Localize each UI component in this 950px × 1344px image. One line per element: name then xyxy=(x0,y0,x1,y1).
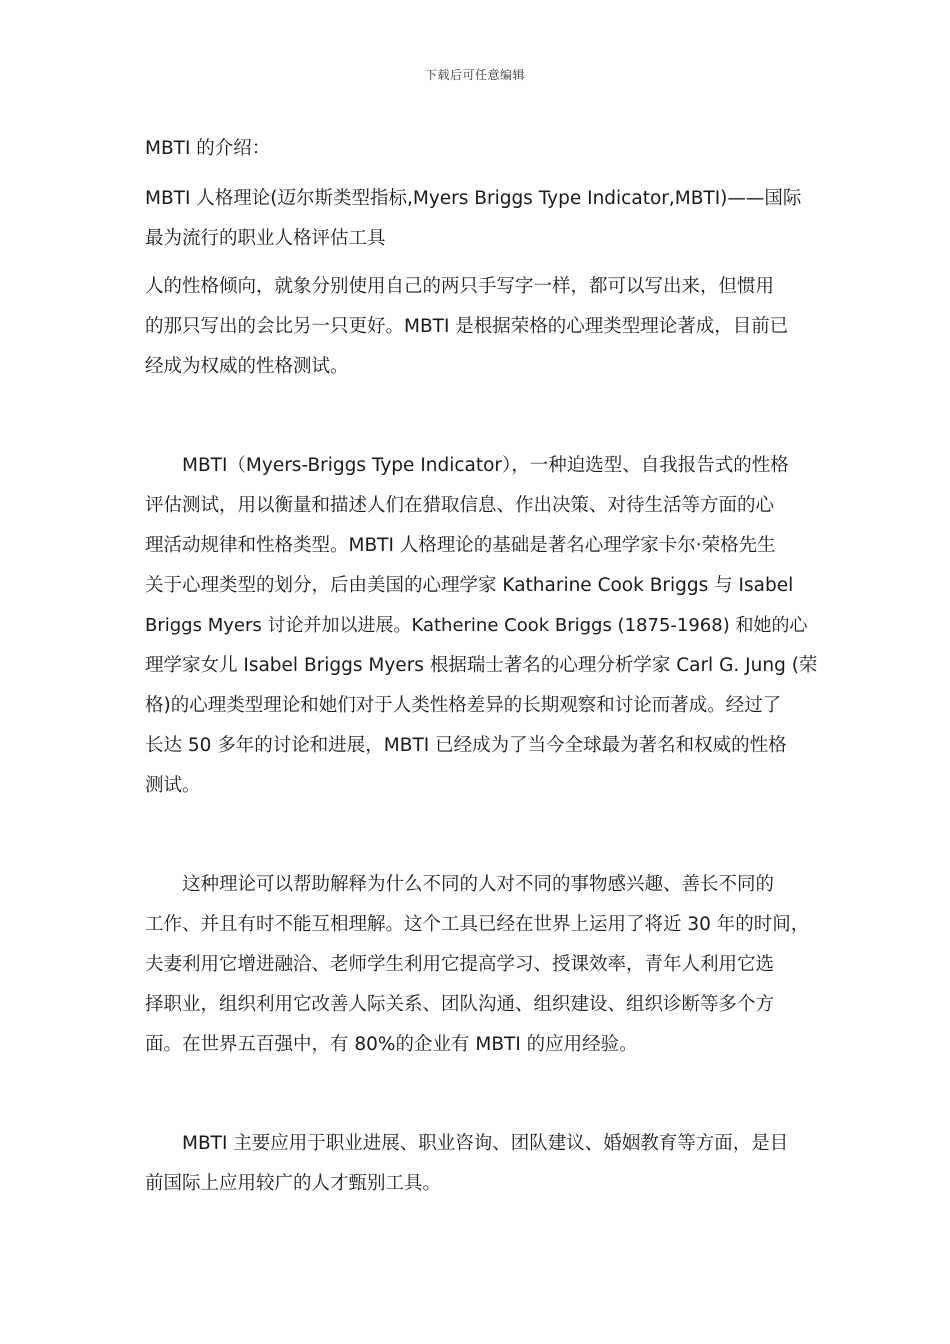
text-line: 最为流行的职业人格评估工具 xyxy=(145,228,386,249)
text-line: Briggs Myers 讨论并加以进展。Katherine Cook Briggs (1875-1968) 和她的心 xyxy=(145,615,808,636)
text-line: 长达 50 多年的讨论和进展，MBTI 已经成为了当今全球最为著名和权威的性格 xyxy=(145,735,787,756)
text-line: 经成为权威的性格测试。 xyxy=(145,356,349,377)
page-header: 下载后可任意编辑 xyxy=(424,68,525,82)
text-line: MBTI 主要应用于职业进展、职业咨询、团队建议、婚姻教育等方面，是目 xyxy=(182,1133,789,1154)
intro-heading: MBTI 的介绍： xyxy=(145,138,271,159)
text-line: MBTI 人格理论(迈尔斯类型指标,Myers Briggs Type Indicator,MBTI)——国际 xyxy=(145,188,802,209)
text-line: 工作、并且有时不能互相理解。这个工具已经在世界上运用了将近 30 年的时间， xyxy=(145,914,810,935)
text-line: 格)的心理类型理论和她们对于人类性格差异的长期观察和讨论而著成。经过了 xyxy=(145,695,782,716)
text-line: 理学家女儿 Isabel Briggs Myers 根据瑞士著名的心理分析学家 Carl G. Jung (荣 xyxy=(145,655,818,676)
text-line: 夫妻利用它增进融洽、老师学生利用它提高学习、授课效率，青年人利用它选 xyxy=(145,954,775,975)
text-line: 的那只写出的会比另一只更好。MBTI 是根据荣格的心理类型理论著成，目前已 xyxy=(145,316,789,337)
text-line: 这种理论可以帮助解释为什么不同的人对不同的事物感兴趣、善长不同的 xyxy=(182,874,775,895)
text-line: 择职业，组织利用它改善人际关系、团队沟通、组织建设、组织诊断等多个方 xyxy=(145,994,775,1015)
text-line: 人的性格倾向，就象分别使用自己的两只手写字一样，都可以写出来，但惯用 xyxy=(145,276,775,297)
text-line: 理活动规律和性格类型。MBTI 人格理论的基础是著名心理学家卡尔·荣格先生 xyxy=(145,535,776,556)
text-line: 评估测试，用以衡量和描述人们在猎取信息、作出决策、对待生活等方面的心 xyxy=(145,495,775,516)
text-line: 面。在世界五百强中，有 80%的企业有 MBTI 的应用经验。 xyxy=(145,1034,638,1055)
text-line: 测试。 xyxy=(145,775,201,796)
text-line: MBTI（Myers-Briggs Type Indicator），一种迫选型、自我报告式的性格 xyxy=(182,455,789,476)
text-line: 前国际上应用较广的人才甄别工具。 xyxy=(145,1173,442,1194)
text-line: 关于心理类型的划分，后由美国的心理学家 Katharine Cook Briggs 与 Isabel xyxy=(145,575,794,596)
